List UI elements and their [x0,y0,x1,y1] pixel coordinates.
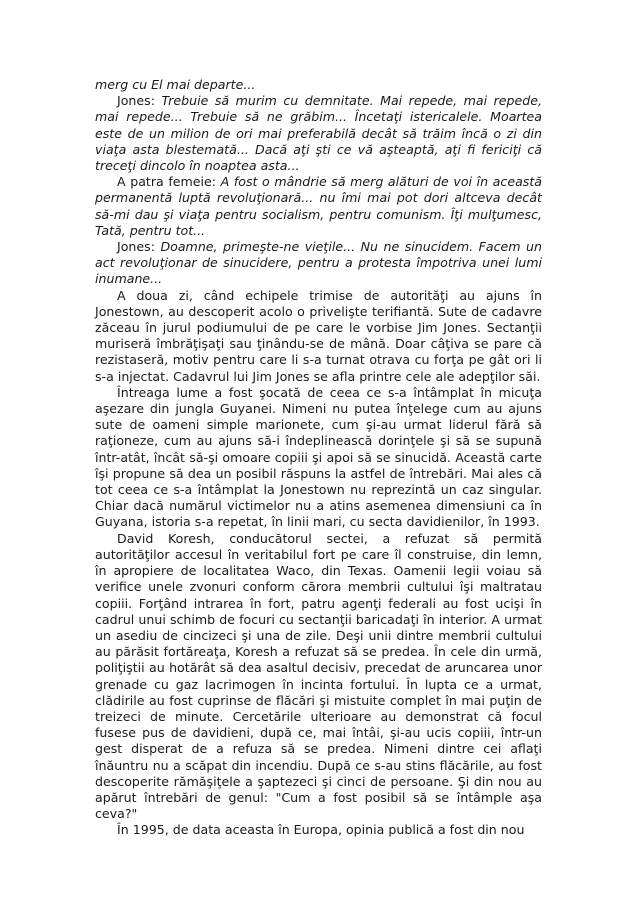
body-text: În 1995, de data aceasta în Europa, opinia publică a fost din nou [117,822,525,838]
paragraph-3 [95,174,542,239]
paragraph-8 [95,822,542,838]
speaker-label: A patra femeie: [117,174,221,190]
body-text: David Koresh, conducătorul sectei, a refuzat să permită autorităţilor accesul în veritabilul fort pe care îl construise, din lemn, în apropiere de localitatea Waco, din Texas. Oamenii legii voiau să verifice unele zvonuri conform cărora membrii cultului îşi maltratau copiii. Forţând intrarea în fort, patru agenţi federali au fost ucişi în cadrul unui schimb de focuri cu sectanţii baricadaţi în interior. A urmat un asediu de cincizeci şi una de zile. Deşi unii dintre membrii cultului au părăsit fortăreaţa, Koresh a refuzat să se predea. În cele din urmă, poliţiştii au hotărât să dea asaltul decisiv, precedat de aruncarea unor grenade cu gaz lacrimogen în incinta fortului. În lupta ce a urmat, clădirile au fost cuprinse de flăcări şi mistuite complet în mai puţin de treizeci de minute. Cercetările ulterioare au demonstrat că focul fusese pus de davidieni, după ce, mai întâi, şi-au ucis copiii, într-un gest disperat de a refuza să se predea. Nimeni dintre cei aflaţi înăuntru nu a scăpat din incendiu. După ce s-au stins flăcările, au fost descoperite rămăşiţele a şaptezeci şi cinci de persoane. Şi din nou au apărut întrebări de genul: "Cum a fost posibil să se întâmple aşa ceva?" [95,530,542,822]
text-span: merg cu El mai departe... [95,77,256,92]
body-text: Întreaga lume a fost şocată de ceea ce s-a întâmplat în micuţa aşezare din jungla Guyanei. Nimeni nu putea înţelege cum au ajuns sute de oameni simple marionete, cum şi-au urmat liderul fără să raţioneze, cum au ajuns să-i îndeplinească dorinţele şi să se supună într-atât, încât să-şi omoare copiii şi apoi să se sinucidă. Această carte îşi propune să dea un posibil răspuns la astfel de întrebări. Mai ales că tot ceea ce s-a întâmplat la Jonestown nu reprezintă un caz singular. Chiar dacă numărul victimelor nu a atins asemenea dimensiuni ca în Guyana, istoria s-a repetat, în linii mari, cu secta davidienilor, în 1993. [95,384,542,530]
document-page [95,77,542,839]
paragraph-2 [95,93,542,174]
paragraph-7 [95,531,542,823]
paragraph-5 [95,288,542,385]
quote-text: Doamne, primeşte-ne vieţile... Nu ne sinucidem. Facem un act revoluţionar de sinucidere, pentru a protesta împotriva unei lumi inumane... [95,239,542,287]
paragraph-6 [95,385,542,531]
paragraph-1 [95,77,542,93]
body-text: A doua zi, când echipele trimise de autorităţi au ajuns în Jonestown, au descoperit acolo o privelişte terifiantă. Sute de cadavre zăceau în jurul podiumului de pe care le vorbise Jim Jones. Sectanţii muriseră îmbrăţişaţi sau ţinându-se de mână. Doar câţiva se pare că rezistaseră, motiv pentru care li s-a turnat otrava cu forţa pe gât ori li s-a injectat. Cadavrul lui Jim Jones se afla printre cele ale adepţilor săi. [95,287,542,384]
paragraph-4 [95,239,542,288]
speaker-label: Jones: [117,93,162,109]
speaker-label: Jones: [117,239,161,255]
quote-text: Trebuie să murim cu demnitate. Mai repede, mai repede, mai repede... Trebuie să ne grăbim... Încetaţi istericalele. Moartea este de un milion de ori mai preferabilă decât să trăim încă o zi din viaţa asta blestemată... Dacă aţi şti ce vă aşteaptă, aţi fi fericiţi că treceţi dincolo în noaptea asta... [95,93,542,174]
quote-text: A fost o mândrie să merg alături de voi în această permanentă luptă revoluţionară... nu îmi mai pot dori altceva decât să-mi dau şi viaţa pentru socialism, pentru comunism. Îţi mulţumesc, Tată, pentru tot... [95,174,543,238]
